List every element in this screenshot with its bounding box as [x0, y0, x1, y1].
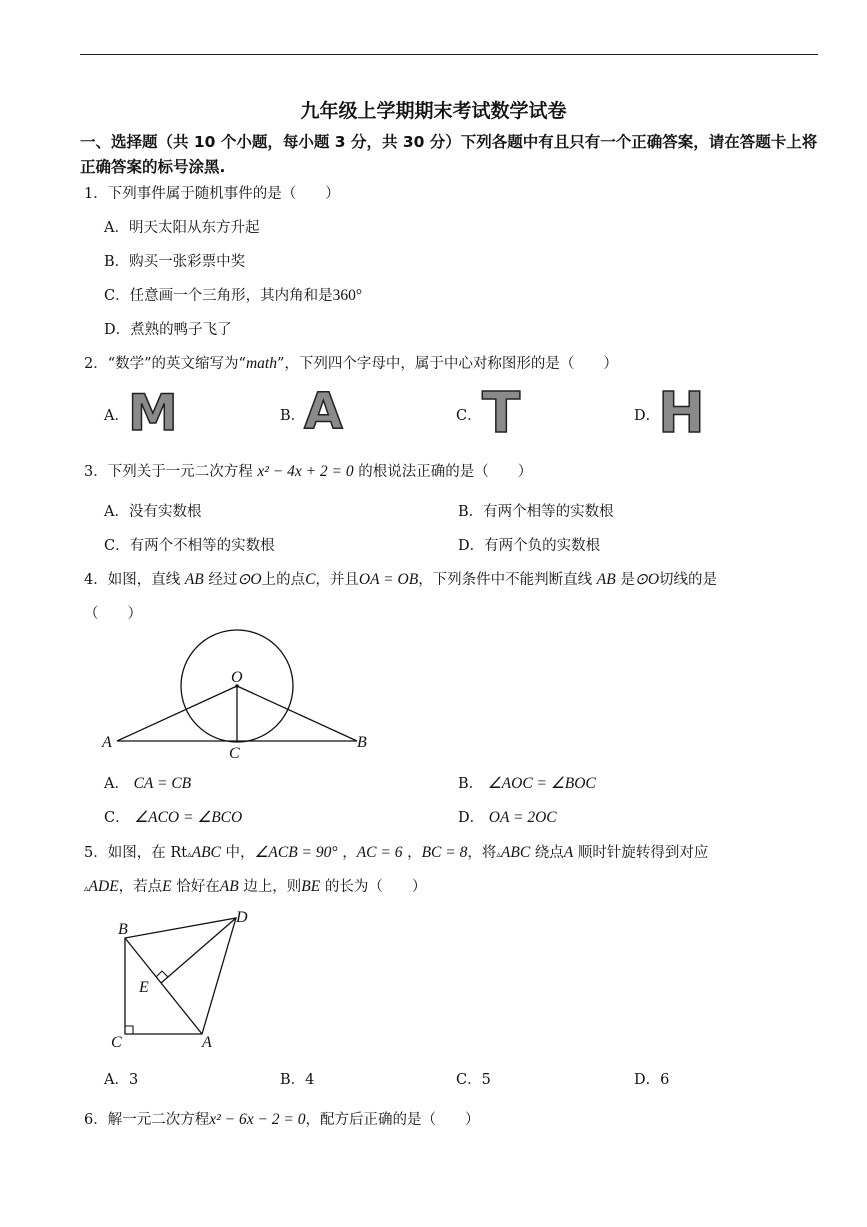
q4-option-label: C．	[104, 810, 130, 826]
q4-option-expr: ∠ACO = ∠BCO	[134, 809, 243, 826]
q5-segment-ab	[125, 938, 202, 1034]
q4-condition: OA = OB	[358, 571, 419, 588]
q4-option-label: A．	[104, 776, 129, 792]
q1-option-d: D．煮熟的鸭子飞了	[104, 322, 232, 338]
q5-stem-line2: ▵ADE，若点E 恰好在AB 边上，则BE 的长为（ ）	[84, 878, 427, 895]
q2-stem-part: ”，下列四个字母中，属于中心对称图形的是（ ）	[276, 356, 618, 372]
q3-equation: x² − 4x + 2 = 0	[257, 463, 354, 480]
q5-point-a: A	[563, 844, 574, 861]
q1-option-b: B．购买一张彩票中奖	[104, 254, 246, 270]
q5-option-a: A．3	[104, 1072, 139, 1088]
q5-side-ab: AB	[219, 878, 239, 895]
q4-stem-part: ，下列条件中不能判断直线	[418, 572, 593, 588]
q4-option-c	[104, 806, 242, 827]
q4-stem-part: 是	[620, 572, 635, 588]
q5-stem-part: 的长为（ ）	[324, 879, 427, 895]
q5-stem-part: 5．如图，在 Rt	[84, 845, 188, 861]
q3-stem-part: 的根说法正确的是（ ）	[358, 464, 533, 480]
q5-right-angle-e	[156, 971, 168, 977]
q1-option-c-text: C．任意画一个三角形，其内角和是	[104, 288, 333, 304]
q1-angle-value: 360°	[332, 287, 363, 304]
q5-label-a: A	[202, 1034, 212, 1051]
q4-label-b: B	[357, 734, 367, 751]
q5-option-b: B．4	[280, 1072, 315, 1088]
q5-stem-line1: 5．如图，在 Rt▵ABC 中，∠ACB = 90° ，AC = 6 ，BC = 8，将▵ABC 绕点A 顺时针旋转得到对应	[84, 844, 709, 861]
q5-label-e: E	[139, 979, 149, 996]
q4-stem-part: 经过	[208, 572, 238, 588]
q5-stem-part: 恰好在	[176, 879, 220, 895]
q4-stem-part: 4．如图，直线	[84, 572, 181, 588]
q3-option-a: A．没有实数根	[104, 504, 202, 520]
q4-segment-ob	[237, 686, 357, 741]
q2-letter-a: A	[304, 382, 343, 440]
q3-option-c: C．有两个不相等的实数根	[104, 538, 275, 554]
q4-segment-oa	[117, 686, 237, 741]
q4-stem-part: 切线的是	[659, 572, 718, 588]
q4-point-c: C	[305, 571, 316, 588]
q6-stem-part: 6．解一元二次方程	[84, 1112, 210, 1128]
q5-ac: AC = 6	[356, 844, 403, 861]
q2-letter-t: T	[482, 381, 521, 446]
q5-bc: BC = 8	[421, 844, 468, 861]
q2-letter-h: H	[658, 381, 705, 446]
q4-option-a	[104, 772, 191, 793]
q1-stem: 1．下列事件属于随机事件的是（ ）	[84, 186, 340, 202]
q4-circle-symbol: ⊙O	[237, 571, 262, 588]
q5-stem-part: ，将	[467, 845, 497, 861]
q5-stem-part: ，若点	[118, 879, 163, 895]
q5-option-c: C．5	[456, 1072, 491, 1088]
q3-option-d: D．有两个负的实数根	[458, 538, 601, 554]
page-title: 九年级上学期期末考试数学试卷	[300, 100, 567, 122]
q4-stem-part: 上的点	[261, 572, 306, 588]
q4-label-a: A	[102, 734, 112, 751]
q5-segment-de	[161, 918, 236, 983]
q5-triangle-abc: ABC	[500, 844, 531, 861]
q4-circle-symbol: ⊙O	[634, 571, 660, 588]
q4-option-expr: OA = 2OC	[488, 809, 557, 826]
q4-line-ab: AB	[184, 571, 204, 588]
q5-quadrilateral	[125, 918, 236, 1034]
q5-triangle-ade: ADE	[88, 878, 119, 895]
q5-triangle-abc: ABC	[191, 844, 221, 861]
q5-label-b: B	[118, 921, 128, 938]
q2-stem-word: math	[245, 355, 277, 372]
q4-option-d	[458, 806, 557, 827]
q3-stem-part: 3．下列关于一元二次方程	[84, 464, 253, 480]
q6-stem	[84, 1108, 480, 1129]
q4-option-expr: CA = CB	[133, 775, 192, 792]
q2-option-c-label: C．	[456, 408, 482, 424]
q1-option-a: A．明天太阳从东方升起	[104, 220, 260, 236]
q6-equation: x² − 6x − 2 = 0	[209, 1111, 306, 1128]
q4-stem-part: ，并且	[315, 572, 359, 588]
q2-option-a-label: A．	[104, 408, 129, 424]
q5-label-d: D	[236, 909, 248, 926]
q5-option-d: D．6	[634, 1072, 670, 1088]
q4-line-ab: AB	[596, 571, 616, 588]
q5-point-e: E	[162, 878, 172, 895]
section-instructions: 一、选择题（共 10 个小题，每小题 3 分，共 30 分）下列各题中有且只有一个正确答案，请在答题卡上将正确答案的标号涂黑.	[80, 133, 818, 176]
q2-letter-m: M	[128, 384, 178, 442]
q2-option-b-label: B．	[280, 408, 306, 424]
q5-angle: ∠ACB = 90°	[254, 844, 338, 861]
q5-stem-part: 绕点	[534, 845, 564, 861]
q3-option-b: B．有两个相等的实数根	[458, 504, 614, 520]
q4-option-expr: ∠AOC = ∠BOC	[487, 775, 596, 792]
q2-stem-part: 2．“数学”的英文缩写为“	[84, 356, 246, 372]
q5-right-angle-c	[125, 1026, 133, 1034]
q5-stem-part: 顺时针旋转得到对应	[577, 845, 709, 861]
q4-label-o: O	[231, 669, 243, 686]
q5-label-c: C	[111, 1034, 122, 1051]
q4-option-label: B．	[458, 776, 484, 792]
q4-option-label: D．	[458, 810, 485, 826]
q6-stem-part: ，配方后正确的是（ ）	[305, 1112, 480, 1128]
q5-segment-be: BE	[301, 878, 321, 895]
q4-option-b	[458, 772, 596, 793]
q5-stem-part: 边上，则	[243, 879, 302, 895]
q4-answer-paren: （ ）	[84, 606, 142, 622]
q2-option-d-label: D．	[634, 408, 661, 424]
q4-label-c: C	[229, 745, 240, 762]
q5-stem-part: 中，	[225, 845, 255, 861]
